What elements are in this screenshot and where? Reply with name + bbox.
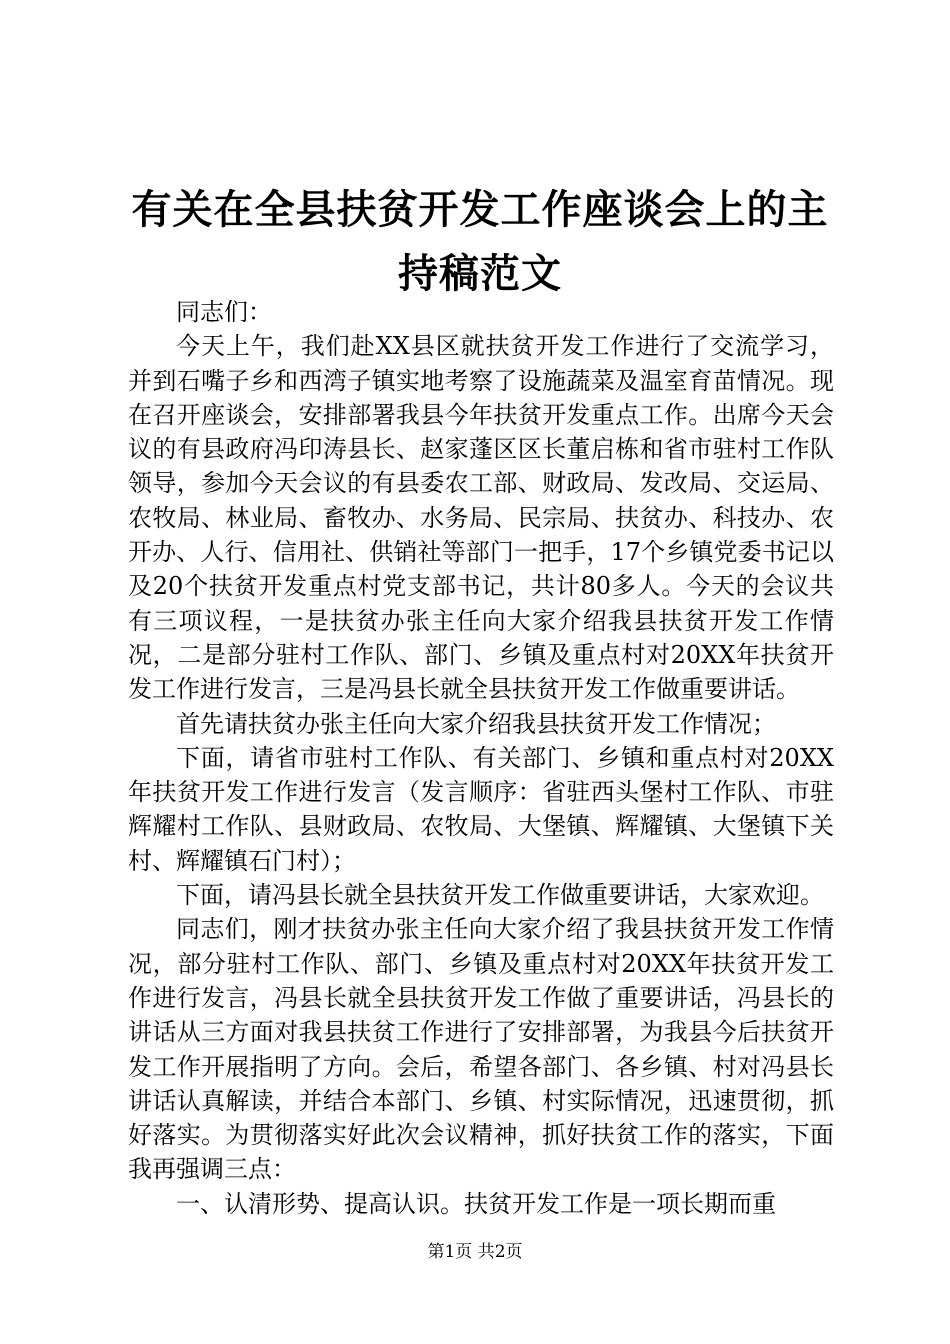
body-paragraph: 同志们，刚才扶贫办张主任向大家介绍了我县扶贫开发工作情况，部分驻村工作队、部门、乡镇及重点村对20XX年扶贫开发工作进行发言，冯县长就全县扶贫开发工作做了重要讲话，冯县长的讲话从三方面对我县扶贫工作进行了安排部署，为我县今后扶贫开发工作开展指明了方向。会后，希望各部门、各乡镇、村对冯县长讲话认真解读，并结合本部门、乡镇、村实际情况，迅速贯彻，抓好落实。为贯彻落实好此次会议精神，抓好扶贫工作的落实，下面我再强调三点： bbox=[128, 915, 834, 1184]
page-number-footer: 第1页 共2页 bbox=[427, 1242, 523, 1262]
body-paragraph: 下面，请冯县长就全县扶贫开发工作做重要讲话，大家欢迎。 bbox=[176, 881, 824, 910]
body-paragraph: 首先请扶贫办张主任向大家介绍我县扶贫开发工作情况； bbox=[176, 709, 776, 738]
body-paragraph: 一、认清形势、提高认识。扶贫开发工作是一项长期而重 bbox=[176, 1189, 776, 1218]
document-body bbox=[128, 295, 834, 1221]
greeting-paragraph: 同志们： bbox=[176, 298, 272, 326]
body-paragraph: 下面，请省市驻村工作队、有关部门、乡镇和重点村对20XX年扶贫开发工作进行发言（发言顺序：省驻西头堡村工作队、市驻辉耀村工作队、县财政局、农牧局、大堡镇、辉耀镇、大堡镇下关村、辉耀镇石门村）； bbox=[128, 743, 834, 875]
body-paragraph: 今天上午，我们赴XX县区就扶贫开发工作进行了交流学习，并到石嘴子乡和西湾子镇实地考察了设施蔬菜及温室育苗情况。现在召开座谈会，安排部署我县今年扶贫开发重点工作。出席今天会议的有县政府冯印涛县长、赵家蓬区区长董启栋和省市驻村工作队领导，参加今天会议的有县委农工部、财政局、发改局、交运局、农牧局、林业局、畜牧办、水务局、民宗局、扶贫办、科技办、农开办、人行、信用社、供销社等部门一把手，17个乡镇党委书记以及20个扶贫开发重点村党支部书记，共计80多人。今天的会议共有三项议程，一是扶贫办张主任向大家介绍我县扶贫开发工作情况，二是部分驻村工作队、部门、乡镇及重点村对20XX年扶贫开发工作进行发言，三是冯县长就全县扶贫开发工作做重要讲话。 bbox=[128, 332, 834, 704]
document-title: 有关在全县扶贫开发工作座谈会上的主持稿范文 bbox=[131, 186, 829, 297]
